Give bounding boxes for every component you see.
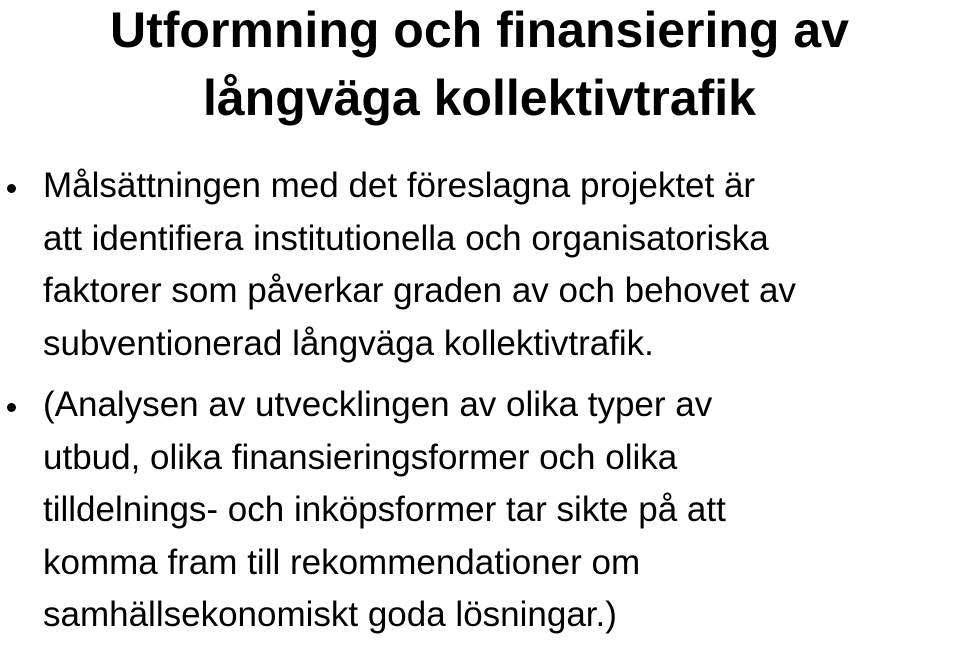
bullet-dot-icon bbox=[7, 403, 16, 412]
bullet-text-line: Målsättningen med det föreslagna projektet är bbox=[43, 166, 756, 205]
slide-title-line: långväga kollektivtrafik bbox=[202, 70, 756, 126]
bullet-item-objective bbox=[0, 160, 948, 370]
bullet-text-line: (Analysen av utvecklingen av olika typer av bbox=[43, 385, 713, 424]
bullet-text-line: tilldelnings- och inköpsformer tar sikte på att bbox=[43, 490, 726, 529]
bullet-text-line: att identifiera institutionella och organisatoriska bbox=[43, 218, 769, 258]
bullet-text-line: samhällsekonomiskt goda lösningar.) bbox=[43, 595, 617, 634]
bullet-text-line: utbud, olika finansieringsformer och olika bbox=[43, 437, 678, 477]
bullet-item-analysis bbox=[0, 379, 948, 642]
bullet-text bbox=[43, 160, 948, 370]
bullet-text-line: komma fram till rekommendationer om bbox=[43, 542, 641, 582]
bullet-dot-icon bbox=[7, 184, 16, 193]
bullet-list bbox=[0, 160, 959, 651]
slide-title-line: Utformning och finansiering av bbox=[110, 2, 849, 58]
bullet-text bbox=[43, 379, 948, 642]
slide-title bbox=[0, 0, 959, 132]
bullet-text-line: subventionerad långväga kollektivtrafik. bbox=[43, 323, 654, 363]
bullet-text-line: faktorer som påverkar graden av och behovet av bbox=[43, 271, 796, 310]
